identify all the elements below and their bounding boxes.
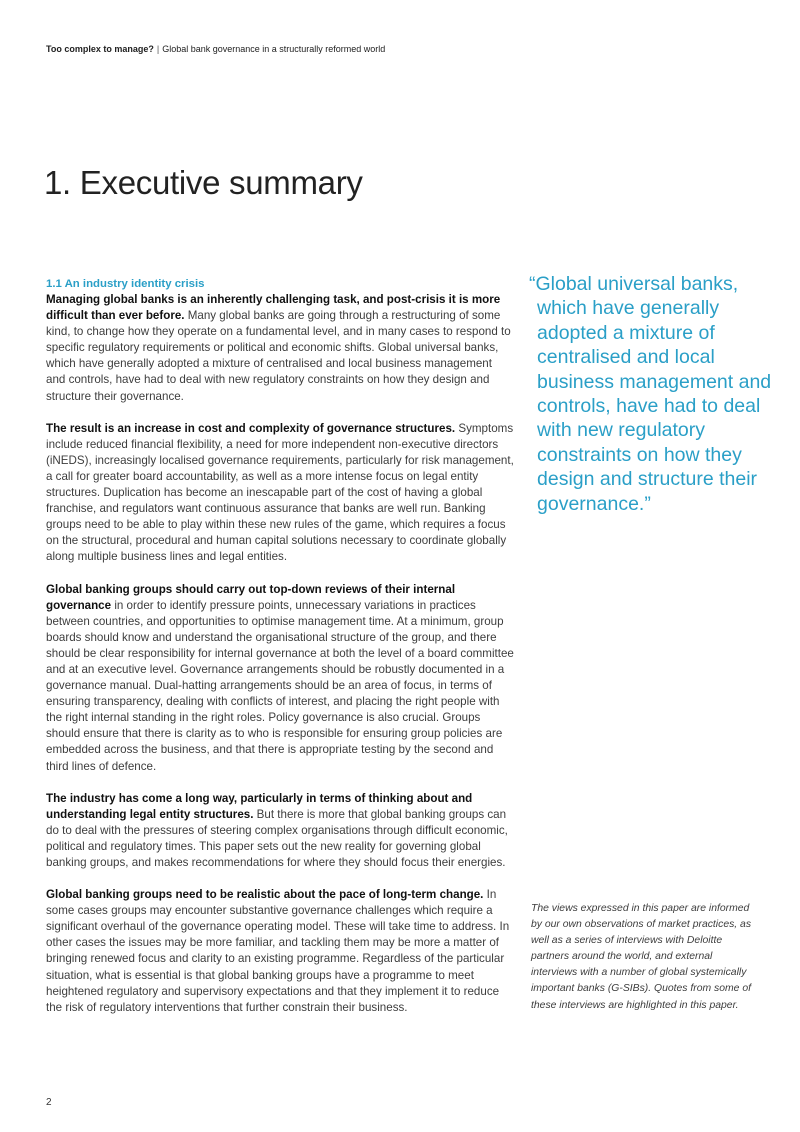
body-paragraph-5 — [46, 887, 514, 1016]
running-header — [46, 44, 385, 54]
paragraph-body: In some cases groups may encounter substantive governance challenges which require a significant overhaul of the governance operating model. These will take time to address. In other cases the issues may be more familiar, and tackling them may be more a matter of bringing renewed focus and clarity to an existing programme. Regardless of the particular situation, what is essential is that global banking groups have a programme to meet heightened regulatory and supervisory expectations and that they implement it to reduce the risk of regulatory interventions that further constrain their business. — [46, 888, 510, 1014]
body-paragraph-2 — [46, 421, 514, 566]
paragraph-body: Symptoms include reduced financial flexibility, a need for more independent non-executive directors (iNEDS), increasingly localised governance requirements, particularly for risk management, a call for greater board accountability, as well as a more intense focus on legal entity structures. Duplication has become an inescapable part of the cost of having a global franchise, and regulators want continuous assurance that banks are well run. Banking groups need to be able to play within these new rules of the game, which requires a focus on the structural, procedural and human capital solutions necessary to coordinate globally along multiple business lines and legal entities. — [46, 421, 514, 564]
pull-quote: “Global universal banks, which have generally adopted a mixture of centralised and local business management and controls, have had to deal with new regulatory constraints on how they design and structure their governance.” — [529, 273, 772, 515]
paragraph-lead: Managing global banks is an inherently challenging task, and post-crisis it is more difficult than ever before. — [46, 293, 501, 323]
paragraph-lead: The result is an increase in cost and complexity of governance structures. — [46, 421, 456, 435]
header-subtitle: Global bank governance in a structurally reformed world — [162, 44, 386, 54]
page-number: 2 — [46, 1097, 52, 1108]
paragraph-lead: Global banking groups need to be realistic about the pace of long-term change. — [46, 888, 484, 902]
header-doc-title: Too complex to manage? — [46, 44, 154, 54]
body-paragraph-3 — [46, 582, 514, 775]
body-paragraph-1 — [46, 292, 514, 405]
main-column — [46, 276, 514, 1032]
body-paragraph-4 — [46, 791, 514, 871]
header-separator: | — [156, 44, 160, 54]
paragraph-lead: Global banking groups should carry out top-down reviews of their internal governance — [46, 582, 456, 612]
paragraph-body: in order to identify pressure points, unnecessary variations in practices between countries, and opportunities to optimise management time. At a minimum, group boards should know and understand the organisational structure of the group, and there should be clear responsibility for internal governance at both the level of a board committee and at an executive level. Governance arrangements should be robustly documented in a governance manual. Dual-hatting arrangements should be an area of focus, in terms of ensuring transparency, dealing with conflicts of interest, and placing the right people with the right internal standing in the right roles. Policy governance is also crucial. Groups should ensure that there is clarity as to who is responsible for ensuring group policies are embedded across the business, and that there is appropriate testing by the second and third lines of defence. — [46, 598, 514, 773]
page-title: 1. Executive summary — [44, 164, 363, 201]
side-note: The views expressed in this paper are informed by our own observations of market practices, as well as a series of interviews with Deloitte partners around the world, and external interviews with a number of global systemically important banks (G-SIBs). Quotes from some of these interviews are highlighted in this paper. — [531, 903, 752, 1011]
section-heading: 1.1 An industry identity crisis — [46, 278, 205, 290]
paragraph-body: Many global banks are going through a restructuring of some kind, to change how they operate on a fundamental level, and in many cases to respond to specific regulatory requirements or political and economic shifts. Global universal banks, which have generally adopted a mixture of centralised and local business management and controls, have had to deal with new regulatory constraints on how they design and structure their governance. — [46, 309, 511, 403]
paragraph-body: But there is more that global banking groups can do to deal with the pressures of steering complex organisations through difficult economic, political and regulatory times. This paper sets out the new reality for governing global banking groups, and makes recommendations for where they should focus their energies. — [46, 807, 508, 869]
paragraph-lead: The industry has come a long way, particularly in terms of thinking about and understanding legal entity structures. — [46, 791, 473, 821]
